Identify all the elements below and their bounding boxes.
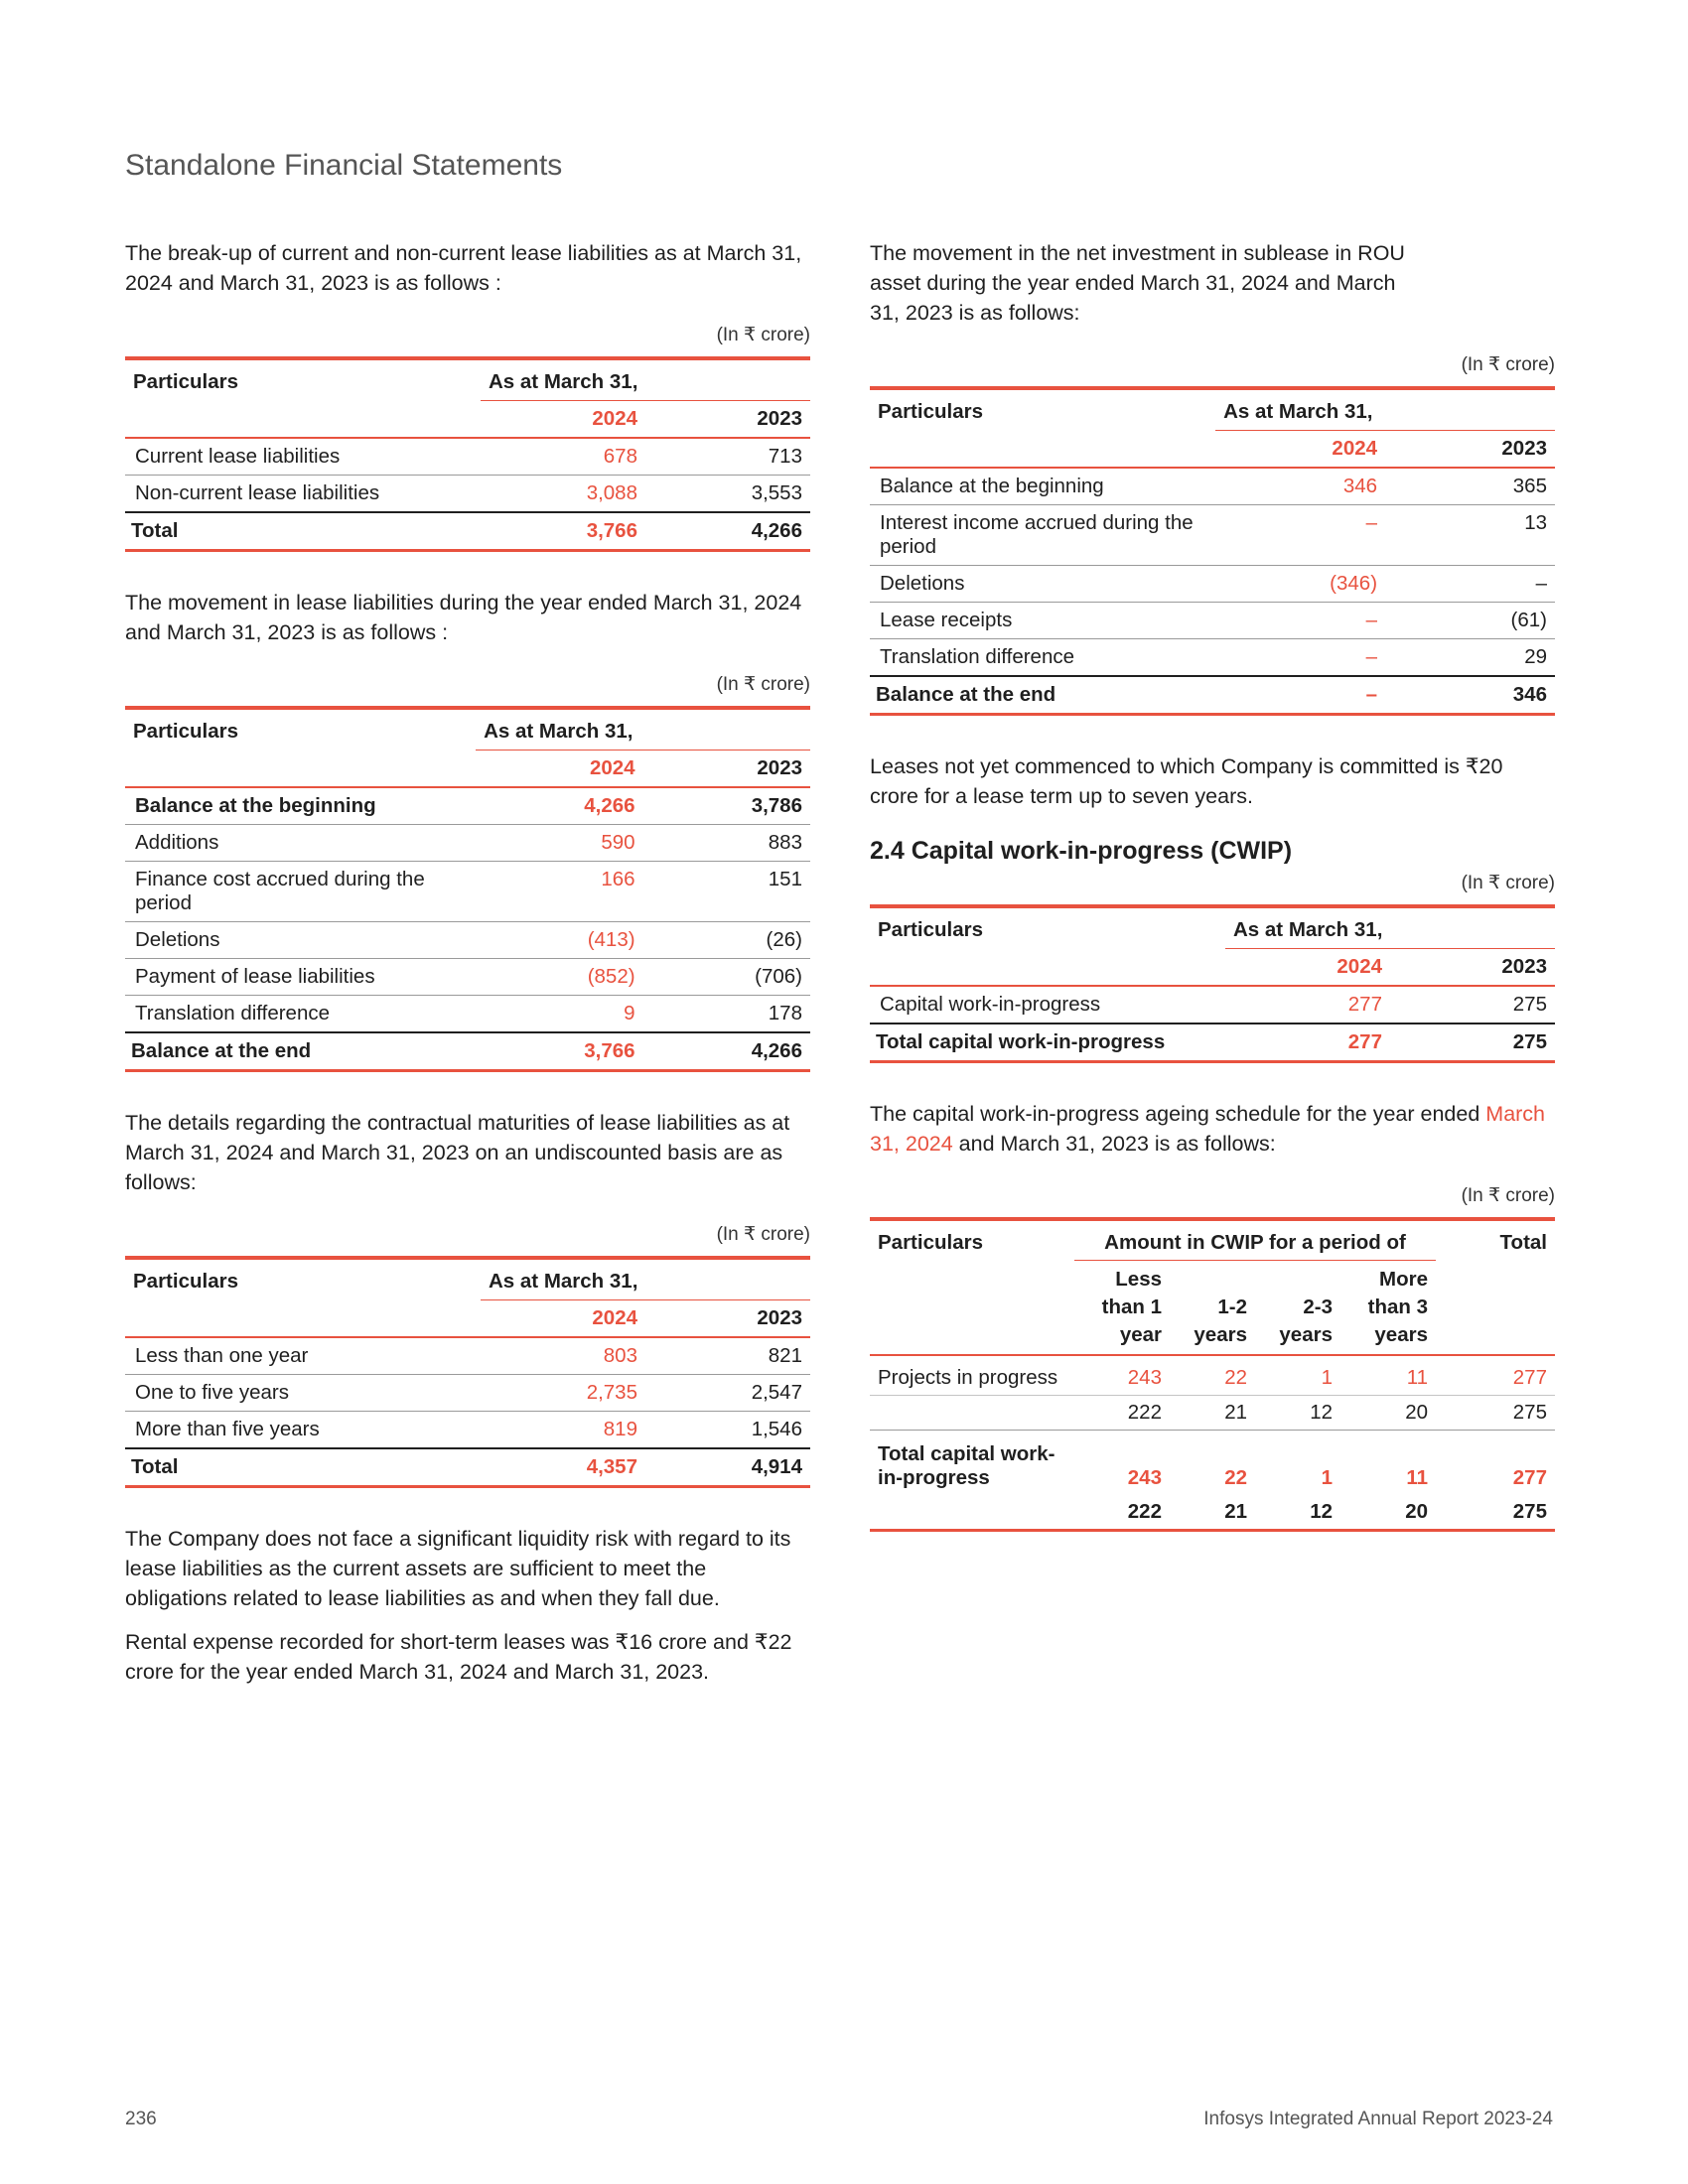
total-row: Total capital work-in-progress 243 22 1 11 277 [878, 1442, 1547, 1489]
table-row: Deletions (346) – [870, 566, 1555, 603]
lease-breakup-table [125, 356, 810, 552]
lease-movement-table [125, 706, 810, 1072]
page-title: Standalone Financial Statements [125, 149, 563, 182]
cwip-table [870, 904, 1555, 1063]
unit-label: (In ₹ crore) [716, 1224, 810, 1245]
ageing-group-header: Amount in CWIP for a period of [1074, 1219, 1436, 1261]
maturities-table [125, 1256, 810, 1488]
table-row: Projects in progress 243 22 1 11 277 [878, 1366, 1547, 1389]
maturities-intro: The details regarding the contractual maturities of lease liabilities as at March 31, 2024 and March 31, 2023 on an undiscounted basis are as follows: [125, 1111, 790, 1194]
sublease-intro: The movement in the net investment in sublease in ROU asset during the year ended March 31, 2024 and March 31, 2023 is as follows: [870, 241, 1405, 325]
table-row: Balance at the beginning 4,266 3,786 [125, 787, 810, 825]
breakup-intro: The break-up of current and non-current lease liabilities as at March 31, 2024 and March 31, 2023 is as follows : [125, 241, 802, 295]
col-as-at: As at March 31, [476, 708, 810, 751]
rental-note: Rental expense recorded for short-term leases was ₹16 crore and ₹22 crore for the year ended March 31, 2024 and March 31, 2023. [125, 1630, 792, 1684]
right-column [870, 238, 1555, 1532]
col-as-at: As at March 31, [481, 358, 810, 401]
table-row: Current lease liabilities 678 713 [125, 438, 810, 476]
total-row: Total 3,766 4,266 [125, 512, 810, 551]
total-row: 222 21 12 20 275 [870, 1495, 1555, 1531]
col-particulars: Particulars [870, 388, 1215, 431]
year-current: 2024 [481, 1300, 645, 1338]
col-particulars: Particulars [125, 1258, 481, 1300]
table-row: Payment of lease liabilities (852) (706) [125, 959, 810, 996]
total-row: Balance at the end – 346 [870, 676, 1555, 715]
table-row: One to five years 2,735 2,547 [125, 1375, 810, 1412]
col-total: Total [1436, 1219, 1555, 1261]
table-row: Interest income accrued during the period – 13 [870, 505, 1555, 566]
table-row: Less than one year 803 821 [125, 1337, 810, 1375]
total-row: Total capital work-in-progress 277 275 [870, 1024, 1555, 1062]
col-as-at: As at March 31, [1225, 906, 1555, 949]
year-prior: 2023 [643, 751, 810, 788]
col-2-3-years: 2-3 years [1255, 1261, 1340, 1356]
cwip-heading: 2.4 Capital work-in-progress (CWIP) [870, 837, 1293, 865]
year-prior: 2023 [645, 401, 810, 439]
year-current: 2024 [1225, 949, 1390, 987]
movement-intro: The movement in lease liabilities during the year ended March 31, 2024 and March 31, 2023 is as follows : [125, 591, 802, 644]
col-as-at: As at March 31, [1215, 388, 1555, 431]
total-row: Total 4,357 4,914 [125, 1448, 810, 1487]
table-row: Balance at the beginning 346 365 [870, 468, 1555, 505]
year-current: 2024 [476, 751, 642, 788]
unit-label: (In ₹ crore) [1461, 1185, 1555, 1206]
table-row: Deletions (413) (26) [125, 922, 810, 959]
unit-label: (In ₹ crore) [716, 674, 810, 695]
col-less-than-1-year: Less than 1 year [1074, 1261, 1170, 1356]
sublease-table [870, 386, 1555, 716]
table-row: Capital work-in-progress 277 275 [870, 986, 1555, 1024]
year-current: 2024 [1215, 431, 1385, 469]
total-row: Balance at the end 3,766 4,266 [125, 1032, 810, 1071]
col-particulars: Particulars [125, 358, 481, 401]
table-row: Translation difference 9 178 [125, 996, 810, 1033]
year-current: 2024 [481, 401, 645, 439]
year-prior: 2023 [1390, 949, 1555, 987]
table-row: Finance cost accrued during the period 166 151 [125, 862, 810, 922]
ageing-intro: The capital work-in-progress ageing schedule for the year ended March 31, 2024 and March 31, 2023 is as follows: [870, 1102, 1546, 1156]
col-as-at: As at March 31, [481, 1258, 810, 1300]
col-more-than-3-years: More than 3 years [1340, 1261, 1436, 1356]
col-1-2-years: 1-2 years [1170, 1261, 1255, 1356]
page-number: 236 [125, 2109, 157, 2129]
table-row: Additions 590 883 [125, 825, 810, 862]
report-name: Infosys Integrated Annual Report 2023-24 [1203, 2109, 1553, 2129]
table-row: Lease receipts – (61) [870, 603, 1555, 639]
table-row: 222 21 12 20 275 [870, 1396, 1555, 1431]
cwip-ageing-table [870, 1217, 1555, 1532]
liquidity-note: The Company does not face a significant liquidity risk with regard to its lease liabilities as the current assets are sufficient to meet the obligations related to lease liabilities as and when they fall due. [125, 1527, 791, 1610]
year-prior: 2023 [1385, 431, 1555, 469]
col-particulars: Particulars [125, 708, 476, 751]
year-prior: 2023 [645, 1300, 810, 1338]
unit-label: (In ₹ crore) [716, 325, 810, 345]
table-row: Translation difference – 29 [870, 639, 1555, 677]
left-column [125, 238, 810, 1712]
col-particulars: Particulars [870, 1219, 1074, 1261]
unit-label: (In ₹ crore) [1461, 354, 1555, 375]
unit-label: (In ₹ crore) [1461, 873, 1555, 893]
table-row: Non-current lease liabilities 3,088 3,553 [125, 476, 810, 513]
table-row: More than five years 819 1,546 [125, 1412, 810, 1449]
col-particulars: Particulars [870, 906, 1225, 949]
commitment-note: Leases not yet commenced to which Company is committed is ₹20 crore for a lease term up to seven years. [870, 754, 1503, 808]
